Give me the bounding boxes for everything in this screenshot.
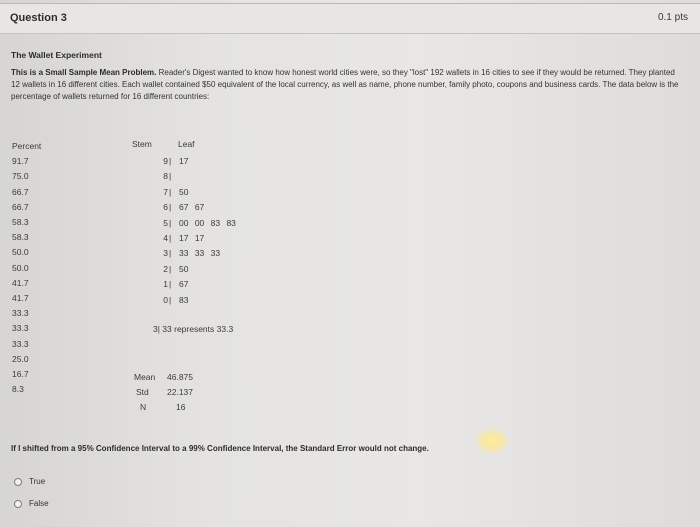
- percent-value: 8.3: [12, 384, 24, 395]
- stem-header: Stem: [132, 139, 152, 149]
- leaf-value: 67: [179, 279, 189, 290]
- percent-value: 50.0: [12, 247, 29, 258]
- percent-value: 33.3: [12, 338, 29, 349]
- stem-value: 8: [163, 171, 168, 182]
- stem-value: 4: [163, 233, 168, 244]
- radio-circle-icon[interactable]: [14, 500, 22, 508]
- leaf-value: 33 33 33: [179, 248, 221, 259]
- stem-value: 2: [163, 263, 168, 274]
- percent-value: 33.3: [12, 323, 29, 334]
- std-value: 22.137: [167, 387, 193, 397]
- option-label: True: [29, 477, 46, 486]
- stem-leaf-legend: 3| 33 represents 33.3: [153, 324, 234, 334]
- leaf-value: 67 67: [179, 202, 205, 213]
- percent-value: 25.0: [12, 353, 29, 364]
- stem-leaf-row: 4 | 17 17: [156, 231, 236, 246]
- std-label: Std: [136, 387, 149, 397]
- stem-value: 0: [163, 294, 168, 305]
- leaf-value: 83: [179, 294, 189, 305]
- stem-leaf-row: 2 | 50: [156, 262, 236, 277]
- mean-value: 46.875: [167, 372, 193, 382]
- option-false[interactable]: [14, 499, 49, 508]
- n-value: 16: [176, 402, 186, 412]
- stem-leaf-row: 6 | 67 67: [156, 200, 236, 215]
- percent-value: 50.0: [12, 262, 29, 273]
- percent-value: 75.0: [12, 171, 29, 182]
- stem-value: 6: [163, 202, 168, 213]
- stem-value: 1: [163, 279, 168, 290]
- stem-leaf-row: 0 | 83: [156, 293, 236, 308]
- question-points: 0.1 pts: [657, 12, 688, 23]
- stem-value: 7: [163, 186, 168, 197]
- stem-leaf-row: 9 | 17: [156, 154, 236, 169]
- percent-value: 58.3: [12, 217, 29, 228]
- percent-value: 91.7: [12, 156, 29, 167]
- question-title: Question 3: [10, 12, 67, 24]
- option-label: False: [29, 499, 49, 508]
- leaf-header: Leaf: [178, 139, 195, 149]
- stem-value: 3: [163, 248, 168, 259]
- percent-header: Percent: [12, 141, 42, 151]
- percent-value: 41.7: [12, 293, 29, 304]
- percent-value: 58.3: [12, 232, 29, 243]
- problem-text: [11, 67, 681, 103]
- stem-leaf-table: [156, 154, 236, 308]
- leaf-value: 50: [179, 186, 189, 197]
- option-true[interactable]: [14, 477, 45, 486]
- stem-leaf-row: 8 |: [156, 169, 236, 184]
- stem-value: 5: [163, 217, 168, 228]
- percent-value: 41.7: [12, 277, 29, 288]
- leaf-value: 00 00 83 83: [179, 217, 236, 228]
- stem-leaf-row: 7 | 50: [156, 185, 236, 200]
- leaf-value: 17 17: [179, 233, 205, 244]
- stem-value: 9: [163, 156, 168, 166]
- leaf-value: 17: [179, 156, 189, 166]
- stem-leaf-row: 3 | 33 33 33: [156, 246, 236, 261]
- stem-leaf-row: 1 | 67: [156, 277, 236, 292]
- stem-leaf-row: 5 | 00 00 83 83: [156, 216, 236, 231]
- mean-label: Mean: [134, 372, 156, 382]
- percent-value: 16.7: [12, 369, 29, 380]
- percent-value: 66.7: [12, 201, 29, 212]
- percent-value: 33.3: [12, 308, 29, 319]
- problem-subtitle: The Wallet Experiment: [11, 50, 102, 60]
- problem-lead: This is a Small Sample Mean Problem.: [11, 68, 157, 77]
- radio-circle-icon[interactable]: [14, 478, 22, 486]
- question-statement: If I shifted from a 95% Confidence Interval to a 99% Confidence Interval, the Standard Error would not change.: [11, 444, 429, 453]
- leaf-value: 50: [179, 263, 189, 274]
- light-glare: [475, 428, 509, 454]
- percent-value: 66.7: [12, 186, 29, 197]
- percent-column: [12, 139, 41, 397]
- n-label: N: [140, 402, 147, 412]
- problem-body: Reader's Digest wanted to know how honest world cities were, so they "lost" 192 wallets in 16 cities to see if they would be returned. They planted 12 wallets in 16 different cities. Each wallet contained $50 equivalent of the local currency, as well as name, phone number, family photo, coupons and business cards. The data below is the percentage of wallets returned for 16 different countries:: [11, 68, 679, 101]
- question-header: [0, 3, 700, 34]
